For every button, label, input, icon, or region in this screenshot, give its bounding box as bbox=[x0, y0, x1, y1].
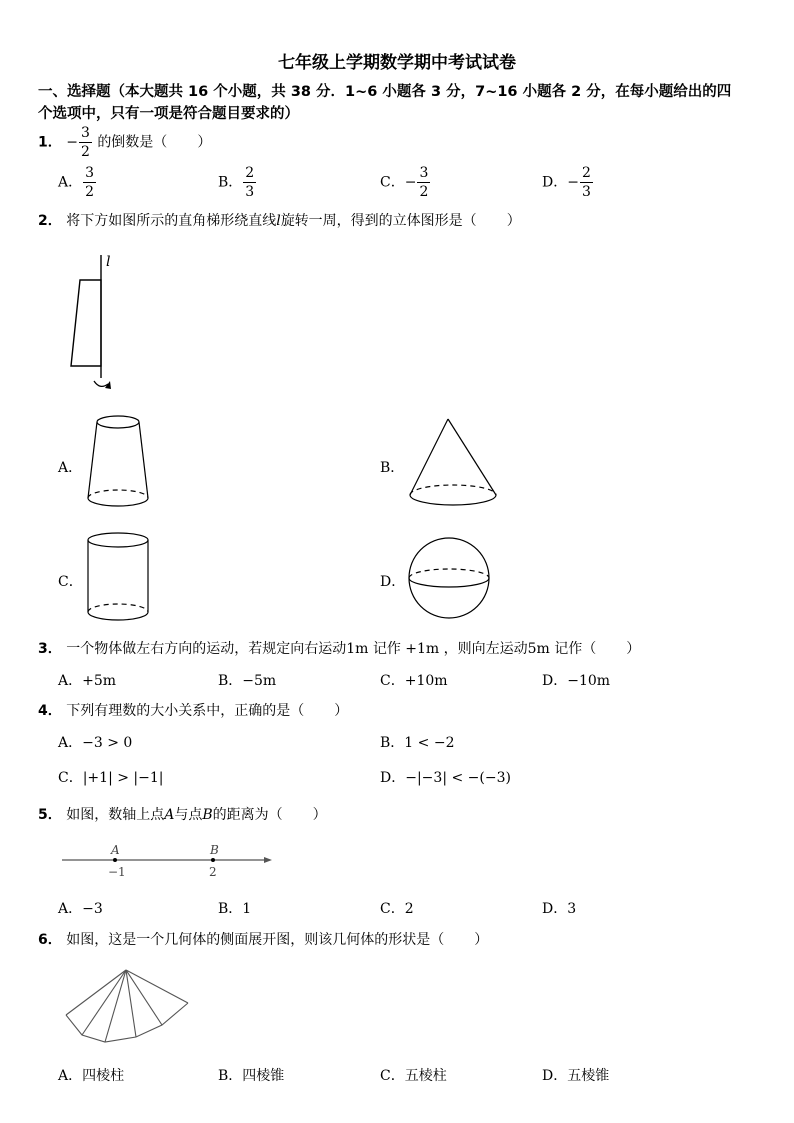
point-b-label: B bbox=[202, 807, 213, 823]
q1-option-b[interactable]: B． $\frac{2}{3}$ bbox=[218, 165, 255, 200]
axis-label-l: l bbox=[106, 254, 111, 270]
question-number: 6． bbox=[38, 932, 62, 948]
q3-option-c[interactable]: C．+10m bbox=[380, 673, 448, 689]
frustum-icon bbox=[82, 412, 154, 516]
q4-option-a[interactable]: A．−3 > 0 bbox=[58, 735, 133, 751]
q5-option-a[interactable]: A．−3 bbox=[58, 901, 103, 917]
axis-value-a: −1 bbox=[108, 865, 126, 879]
q2-option-b[interactable]: B． bbox=[380, 460, 405, 476]
question-4 bbox=[38, 700, 348, 720]
q3-option-d[interactable]: D．−10m bbox=[542, 673, 611, 689]
question-close: ） bbox=[474, 932, 489, 948]
question-1 bbox=[38, 126, 211, 159]
question-close: ） bbox=[626, 641, 641, 657]
q2-option-d[interactable]: D． bbox=[380, 574, 406, 590]
q6-option-c[interactable]: C．五棱柱 bbox=[380, 1068, 447, 1084]
question-3 bbox=[38, 638, 640, 658]
question-number: 2． bbox=[38, 213, 62, 229]
trapezoid-figure bbox=[60, 250, 130, 400]
question-text: 的倒数是（ bbox=[97, 134, 168, 151]
sphere-icon bbox=[404, 536, 494, 620]
axis-point-b: B bbox=[210, 843, 219, 857]
cone-icon bbox=[404, 415, 502, 513]
q1-option-a[interactable]: A． $\frac{3}{2}$ bbox=[58, 165, 95, 200]
q6-option-d[interactable]: D．五棱锥 bbox=[542, 1068, 610, 1084]
section-header-line2: 个选项中，只有一项是符合题目要求的） bbox=[38, 106, 299, 122]
axis-point-a: A bbox=[111, 843, 120, 857]
question-number: 1． bbox=[38, 134, 62, 151]
question-text: 下列有理数的大小关系中，正确的是（ bbox=[66, 703, 305, 719]
question-close: ） bbox=[334, 703, 349, 719]
q3-option-a[interactable]: A．+5m bbox=[58, 673, 117, 689]
question-5: 5． 如图，数轴上点A与点B的距离为（ ） bbox=[38, 807, 327, 823]
q2-variable: l bbox=[276, 213, 281, 229]
question-text: 将下方如图所示的直角梯形绕直线 bbox=[66, 213, 277, 229]
q4-option-b[interactable]: B．1 < −2 bbox=[380, 735, 455, 751]
q1-option-c[interactable]: C．− $\frac{3}{2}$ bbox=[380, 165, 429, 200]
q1-option-d[interactable]: D．− $\frac{2}{3}$ bbox=[542, 165, 591, 200]
q5-option-b[interactable]: B．1 bbox=[218, 901, 252, 917]
q2-option-a[interactable]: A． bbox=[58, 460, 83, 476]
cylinder-icon bbox=[82, 528, 154, 628]
q6-option-b[interactable]: B．四棱锥 bbox=[218, 1068, 285, 1084]
question-close: ） bbox=[312, 807, 327, 823]
q1-fraction-sign: − bbox=[66, 134, 78, 151]
axis-value-b: 2 bbox=[209, 865, 217, 879]
question-close: ） bbox=[506, 213, 521, 229]
point-a-label: A bbox=[164, 807, 175, 823]
page-title: 七年级上学期数学期中考试试卷 bbox=[278, 53, 516, 73]
net-figure bbox=[58, 965, 198, 1045]
q3-option-b[interactable]: B．−5m bbox=[218, 673, 277, 689]
question-number: 3． bbox=[38, 641, 62, 657]
question-text: 一个物体做左右方向的运动，若规定向右运动1m 记作 +1m ，则向左运动5m 记作（ bbox=[66, 641, 597, 657]
q2-option-c[interactable]: C． bbox=[58, 574, 83, 590]
question-6 bbox=[38, 929, 488, 949]
question-number: 5． bbox=[38, 807, 62, 823]
question-text-2: 旋转一周，得到的立体图形是（ bbox=[280, 213, 477, 229]
q5-option-d[interactable]: D．3 bbox=[542, 901, 577, 917]
q4-option-c[interactable]: C．|+1| > |−1| bbox=[58, 770, 164, 786]
q6-option-a[interactable]: A．四棱柱 bbox=[58, 1068, 125, 1084]
question-text: 如图，数轴上点 bbox=[66, 807, 165, 823]
number-line bbox=[58, 840, 278, 882]
q5-option-c[interactable]: C．2 bbox=[380, 901, 414, 917]
q4-option-d[interactable]: D．−|−3| < −(−3) bbox=[380, 770, 511, 786]
question-2 bbox=[38, 210, 521, 230]
question-close: ） bbox=[197, 134, 212, 151]
q1-fraction: $\frac{3}{2}$ bbox=[80, 125, 90, 160]
question-text: 如图，这是一个几何体的侧面展开图，则该几何体的形状是（ bbox=[66, 932, 445, 948]
section-header-line1: 一、选择题（本大题共 16 个小题，共 38 分．1~6 小题各 3 分，7~16 小题各 2 分，在每小题给出的四 bbox=[38, 84, 732, 100]
question-number: 4． bbox=[38, 703, 62, 719]
